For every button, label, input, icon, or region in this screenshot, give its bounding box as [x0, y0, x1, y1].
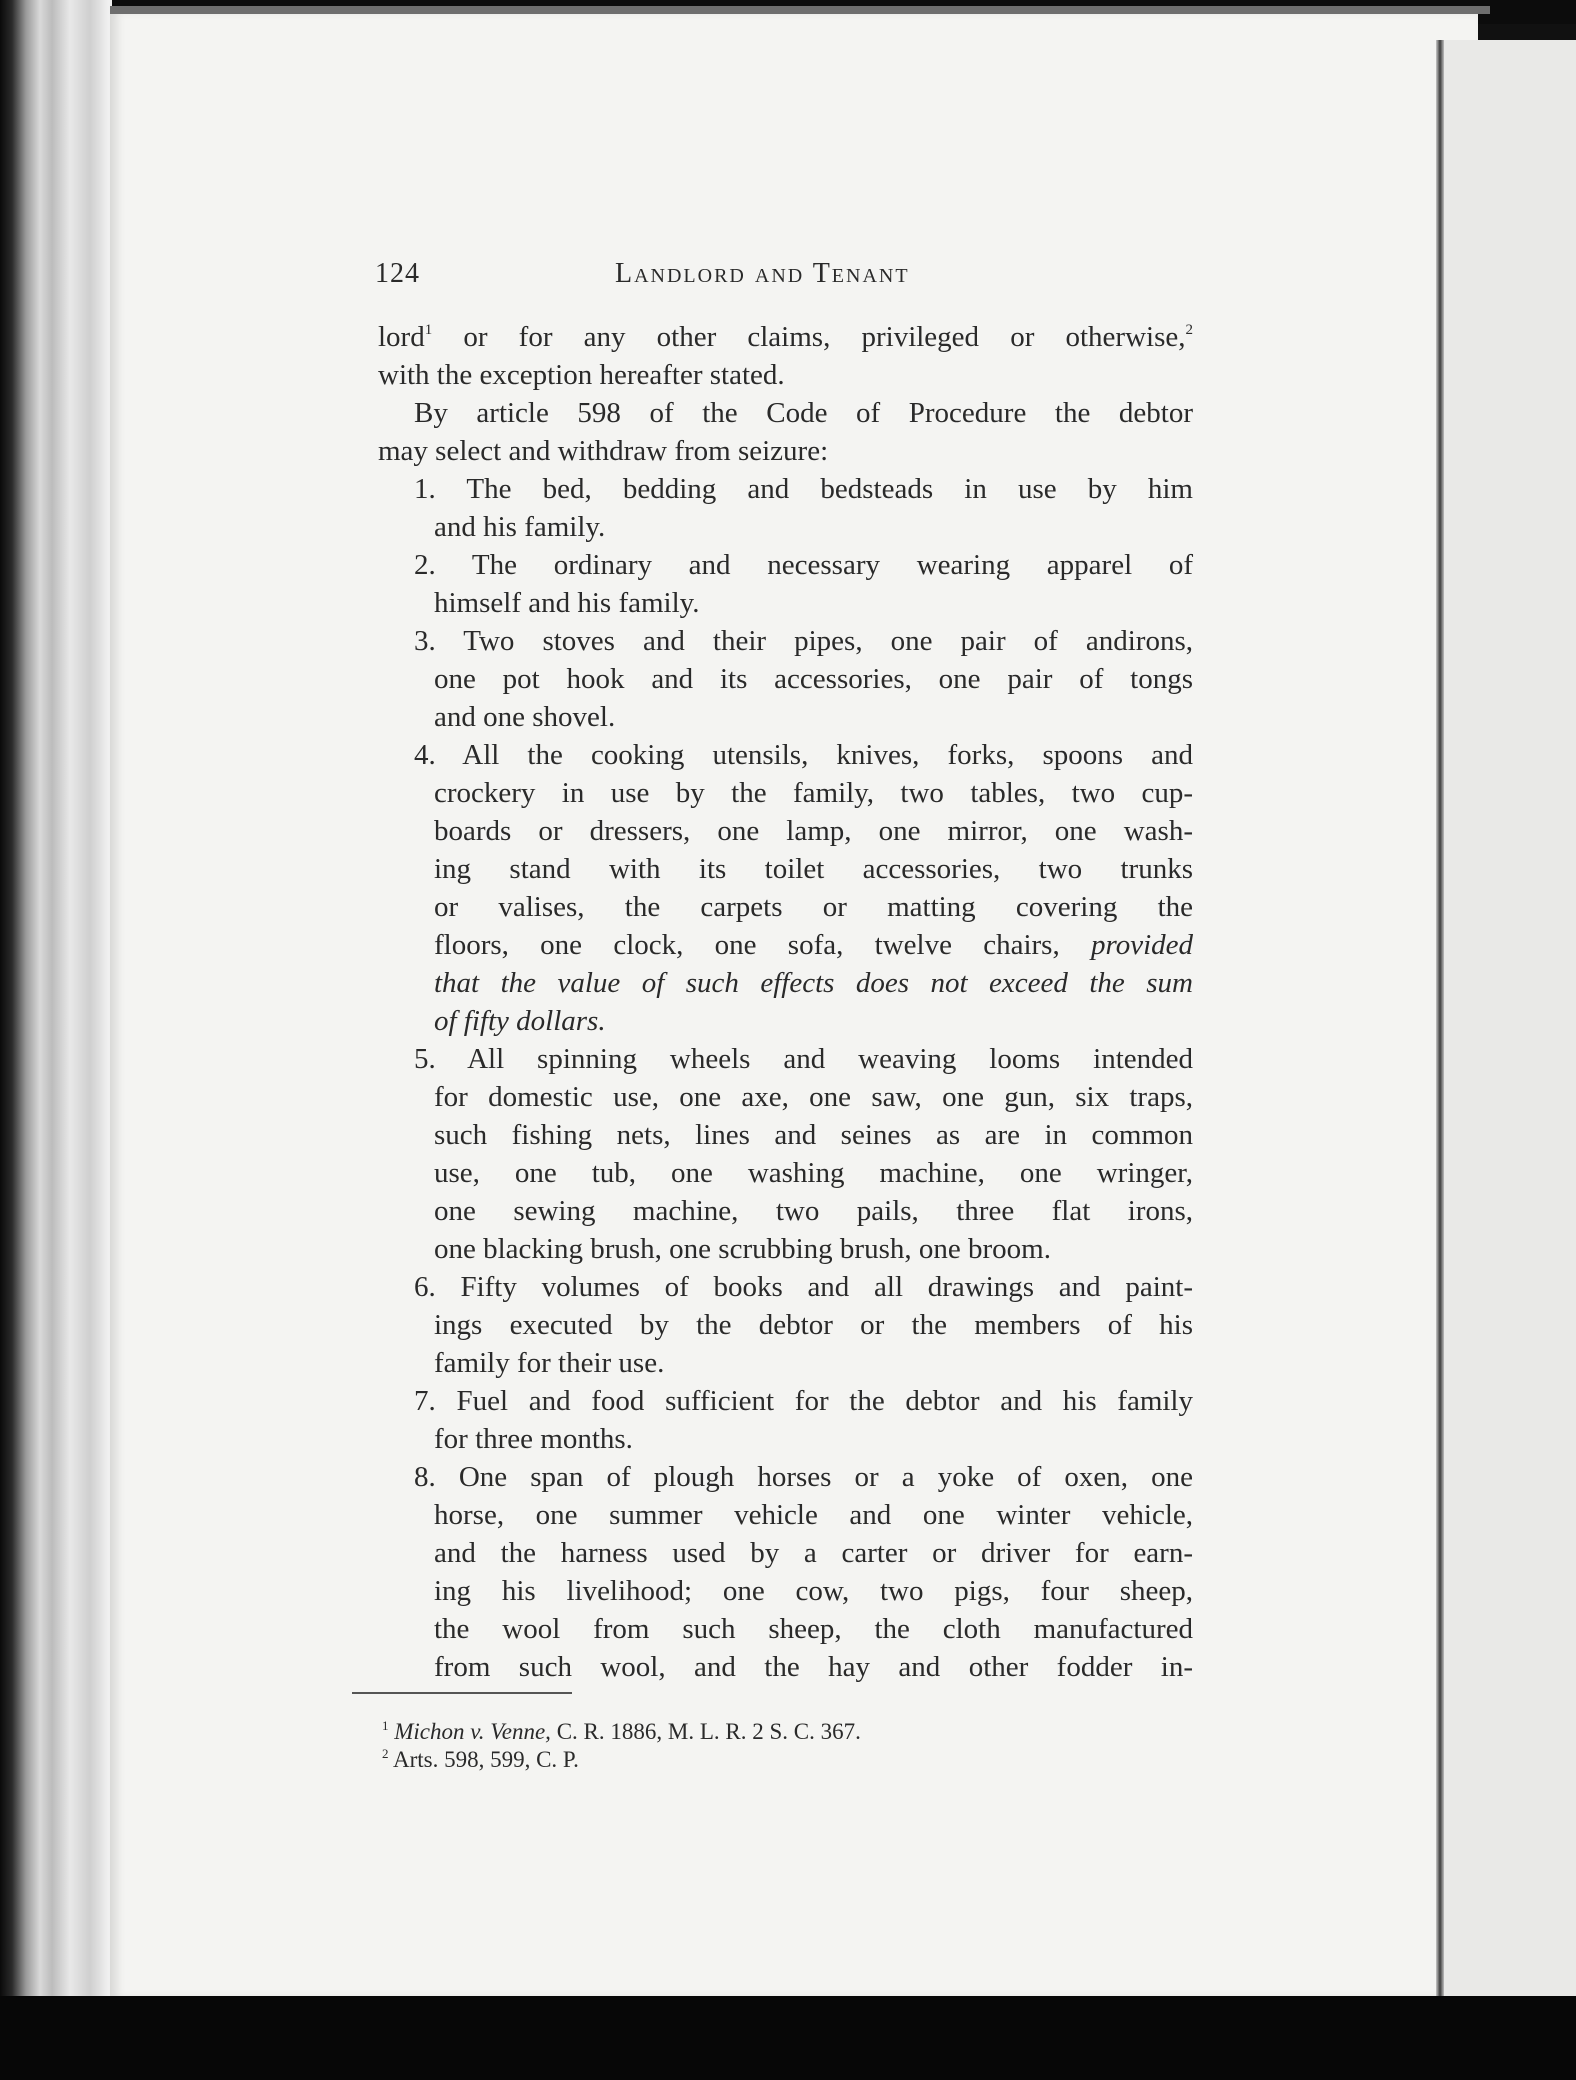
text-line: for three months.	[434, 1423, 633, 1455]
text-line: for domestic use, one axe, one saw, one gun, six traps,	[434, 1081, 1193, 1113]
running-head: Landlord and Tenant	[615, 258, 910, 289]
text-line: use, one tub, one washing machine, one wringer,	[434, 1157, 1193, 1189]
list-item-2: 2. The ordinary and necessary wearing apparel of	[414, 549, 1193, 581]
italic-text: provided	[1090, 929, 1193, 961]
footnote-ref-1[interactable]: 1	[424, 322, 433, 338]
text-line: lord$^1$ or for any other claims, privileged or otherwise,$^2$	[378, 321, 1193, 353]
text-line: horse, one summer vehicle and one winter vehicle,	[434, 1499, 1193, 1531]
list-item-8: 8. One span of plough horses or a yoke of oxen, one	[414, 1461, 1193, 1493]
text-line: and one shovel.	[434, 701, 616, 733]
text-line: By article 598 of the Code of Procedure the debtor	[414, 397, 1193, 429]
list-item-3: 3. Two stoves and their pipes, one pair of andirons,	[414, 625, 1193, 657]
text-line: may select and withdraw from seizure:	[378, 435, 829, 467]
text-line: boards or dressers, one lamp, one mirror, one wash-	[434, 815, 1193, 847]
text-line: ing his livelihood; one cow, two pigs, four sheep,	[434, 1575, 1193, 1607]
text-line: one pot hook and its accessories, one pair of tongs	[434, 663, 1193, 695]
text-line: and his family.	[434, 511, 606, 543]
italic-text-line: of fifty dollars.	[434, 1005, 606, 1037]
list-item-4: 4. All the cooking utensils, knives, forks, spoons and	[414, 739, 1193, 771]
body-text	[378, 318, 1193, 1686]
footnote-2: $^2$ Arts. 598, 599, C. P.	[382, 1746, 579, 1772]
text-line: crockery in use by the family, two tables, two cup-	[434, 777, 1193, 809]
list-item-5: 5. All spinning wheels and weaving looms intended	[414, 1043, 1193, 1075]
footnote-divider	[352, 1692, 572, 1694]
text-line: family for their use.	[434, 1347, 665, 1379]
adjacent-page	[1444, 40, 1576, 2000]
text-line: floors, one clock, one sofa, twelve chairs, provided	[434, 929, 1193, 961]
gutter-shadow	[1436, 40, 1444, 2000]
text-line: such fishing nets, lines and seines as are in common	[434, 1119, 1193, 1151]
page-header	[375, 258, 1195, 298]
text-line: with the exception hereafter stated.	[378, 359, 785, 391]
list-item-7: 7. Fuel and food sufficient for the debtor and his family	[414, 1385, 1193, 1417]
text-line: ings executed by the debtor or the members of his	[434, 1309, 1193, 1341]
page-top-shadow	[110, 6, 1490, 14]
page-number: 124	[375, 258, 420, 289]
list-item-6: 6. Fifty volumes of books and all drawings and paint-	[414, 1271, 1193, 1303]
footnotes	[382, 1718, 1082, 1774]
book-page-edges	[0, 0, 112, 2000]
scan-background-bottom	[0, 1996, 1576, 2080]
text-line: the wool from such sheep, the cloth manufactured	[434, 1613, 1193, 1645]
text-line: and the harness used by a carter or driver for earn-	[434, 1537, 1193, 1569]
text-line: ing stand with its toilet accessories, two trunks	[434, 853, 1193, 885]
text-line: or valises, the carpets or matting covering the	[434, 891, 1193, 923]
text-line: one sewing machine, two pails, three flat irons,	[434, 1195, 1193, 1227]
italic-text-line: that the value of such effects does not exceed the sum	[434, 967, 1193, 999]
footnote-1: $^1$ Michon v. Venne, C. R. 1886, M. L. R. 2 S. C. 367.	[382, 1718, 861, 1744]
footnote-ref-2[interactable]: 2	[1185, 322, 1193, 338]
list-item-1: 1. The bed, bedding and bedsteads in use by him	[414, 473, 1193, 505]
text-line: from such wool, and the hay and other fodder in-	[434, 1651, 1193, 1683]
text-line: himself and his family.	[434, 587, 700, 619]
text-line: one blacking brush, one scrubbing brush, one broom.	[434, 1233, 1051, 1265]
